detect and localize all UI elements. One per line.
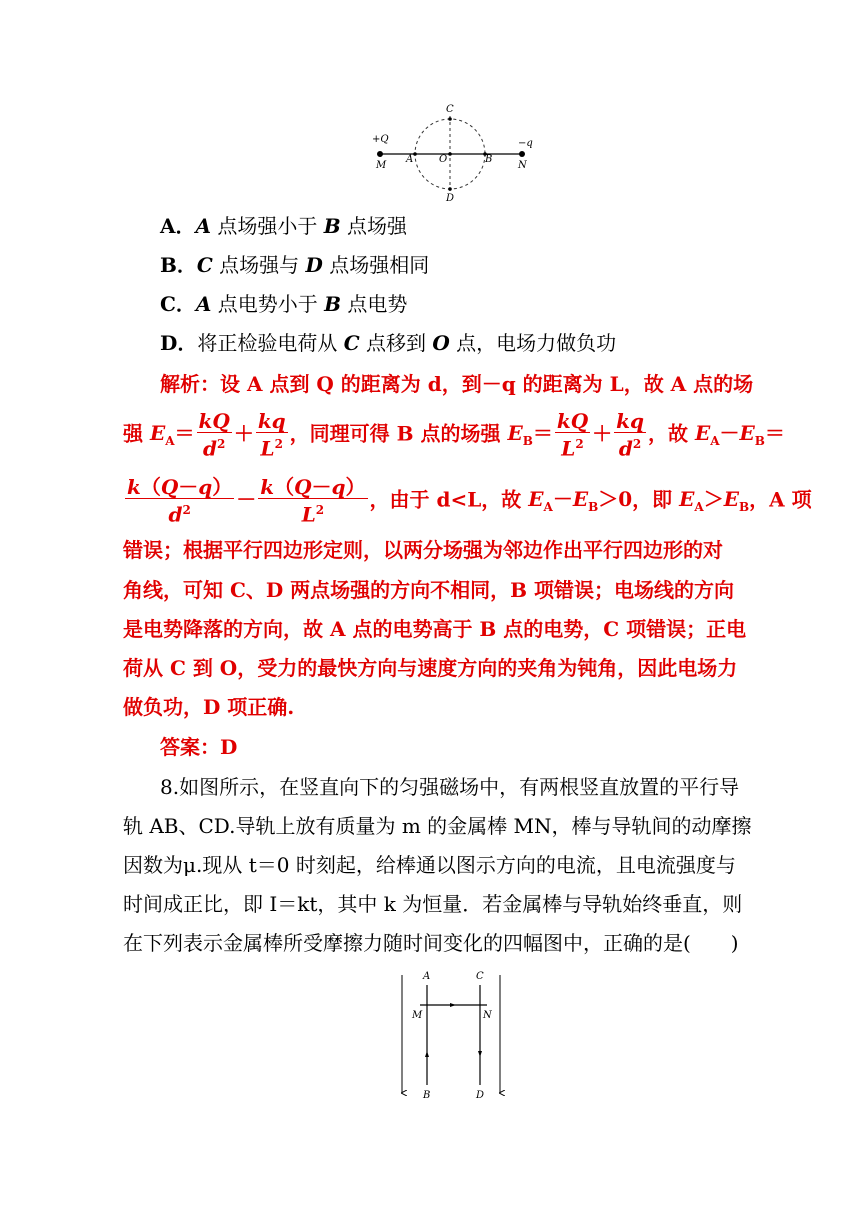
- label-A: A: [406, 154, 414, 165]
- q8-line-5: 在下列表示金属棒所受摩擦力随时间变化的四幅图中，正确的是( ): [123, 931, 739, 955]
- formula-diff: $E_A-E_B=$: [694, 421, 785, 449]
- q8-line-3: 因数为μ.现从 t＝0 时刻起，给棒通以图示方向的电流，且电流强度与: [123, 853, 736, 877]
- analysis-line-1: 解析：设 A 点到 Q 的距离为 d，到－q 的距离为 L，故 A 点的场: [160, 372, 754, 396]
- frac-kq-L2: $\frac{kq}{L^2}$: [257, 409, 286, 461]
- charge-circle-figure: [360, 100, 550, 205]
- label-C: C: [446, 104, 454, 115]
- label-O: O: [439, 154, 448, 165]
- option-b: B．C 点场强与 D 点场强相同: [160, 253, 430, 277]
- analysis-line-5: 角线，可知 C、D 两点场强的方向不相同，B 项错误；电场线的方向: [123, 578, 735, 602]
- label-D: D: [446, 193, 455, 204]
- label-B: B: [485, 154, 493, 165]
- analysis-line-4: 错误；根据平行四边形定则，以两分场强为邻边作出平行四边形的对: [123, 538, 723, 562]
- analysis-label: 解析：: [160, 372, 220, 396]
- formula-eb: $E_B=$: [507, 421, 553, 449]
- label-D2: D: [476, 1090, 485, 1101]
- label-M2: M: [412, 1010, 423, 1021]
- q8-line-4: 时间成正比，即 I＝kt，其中 k 为恒量．若金属棒与导轨始终垂直，则: [123, 892, 743, 916]
- formula-ea: $E_A=$: [149, 421, 195, 449]
- analysis-line-3: $\frac{k(Q-q)}{d^2}$ － $\frac{k(Q-q)}{L^2}$ ，由于 d<L，故 $E_A-E_B>0$，即 $E_A>E_B$，A 项: [127, 475, 812, 527]
- point-O: [448, 152, 452, 156]
- answer-label: 答案：: [160, 735, 220, 759]
- option-a: A．A 点场强小于 B 点场强: [160, 214, 408, 238]
- current-arrow-left: [425, 1051, 429, 1057]
- analysis-line-7: 荷从 C 到 O，受力的最快方向与速度方向的夹角为钝角，因此电场力: [123, 656, 738, 680]
- option-c: C．A 点电势小于 B 点电势: [160, 292, 408, 316]
- frac-kQ-d2: $\frac{kQ}{d^2}$: [198, 409, 230, 461]
- q8-line-2: 轨 AB、CD.导轨上放有质量为 m 的金属棒 MN，棒与导轨间的动摩擦: [123, 814, 752, 838]
- label-plus-Q: +Q: [372, 134, 389, 145]
- label-N2: N: [483, 1010, 492, 1021]
- frac-k-Q-q-L2: $\frac{k(Q-q)}{L^2}$: [260, 475, 366, 527]
- frac-k-Q-q-d2: $\frac{k(Q-q)}{d^2}$: [127, 475, 233, 527]
- point-D: [448, 187, 452, 191]
- label-C2: C: [476, 971, 484, 982]
- charge-plus-Q: [377, 151, 383, 157]
- current-arrow-right: [478, 1051, 482, 1057]
- point-A: [413, 152, 417, 156]
- option-d: D．将正检验电荷从 C 点移到 O 点，电场力做负功: [160, 331, 617, 355]
- answer-value: D: [220, 735, 238, 759]
- answer-line: [160, 733, 237, 761]
- charge-minus-q: [519, 151, 525, 157]
- analysis-line-2: 强 $E_A=$ $\frac{kQ}{d^2}$ ＋ $\frac{kq}{L^2}$ ，同理可得 B 点的场强 $E_B=$ $\frac{kQ}{L^2}$ ＋ $\frac{kq}{d^2}$ ，故 $E_A-E_B=$: [123, 409, 785, 461]
- label-M: M: [376, 160, 387, 171]
- label-N: N: [518, 160, 527, 171]
- current-arrow-bar: [450, 1003, 456, 1007]
- label-minus-q: −q: [518, 138, 533, 149]
- analysis-line-8: 做负功，D 项正确.: [123, 695, 295, 719]
- point-C: [448, 117, 452, 121]
- rails-figure: [390, 965, 510, 1105]
- q8-line-1: 8.如图所示，在竖直向下的匀强磁场中，有两根竖直放置的平行导: [160, 775, 740, 799]
- label-A2: A: [423, 971, 431, 982]
- analysis-line-6: 是电势降落的方向，故 A 点的电势高于 B 点的电势，C 项错误；正电: [123, 617, 747, 641]
- label-B2: B: [423, 1090, 431, 1101]
